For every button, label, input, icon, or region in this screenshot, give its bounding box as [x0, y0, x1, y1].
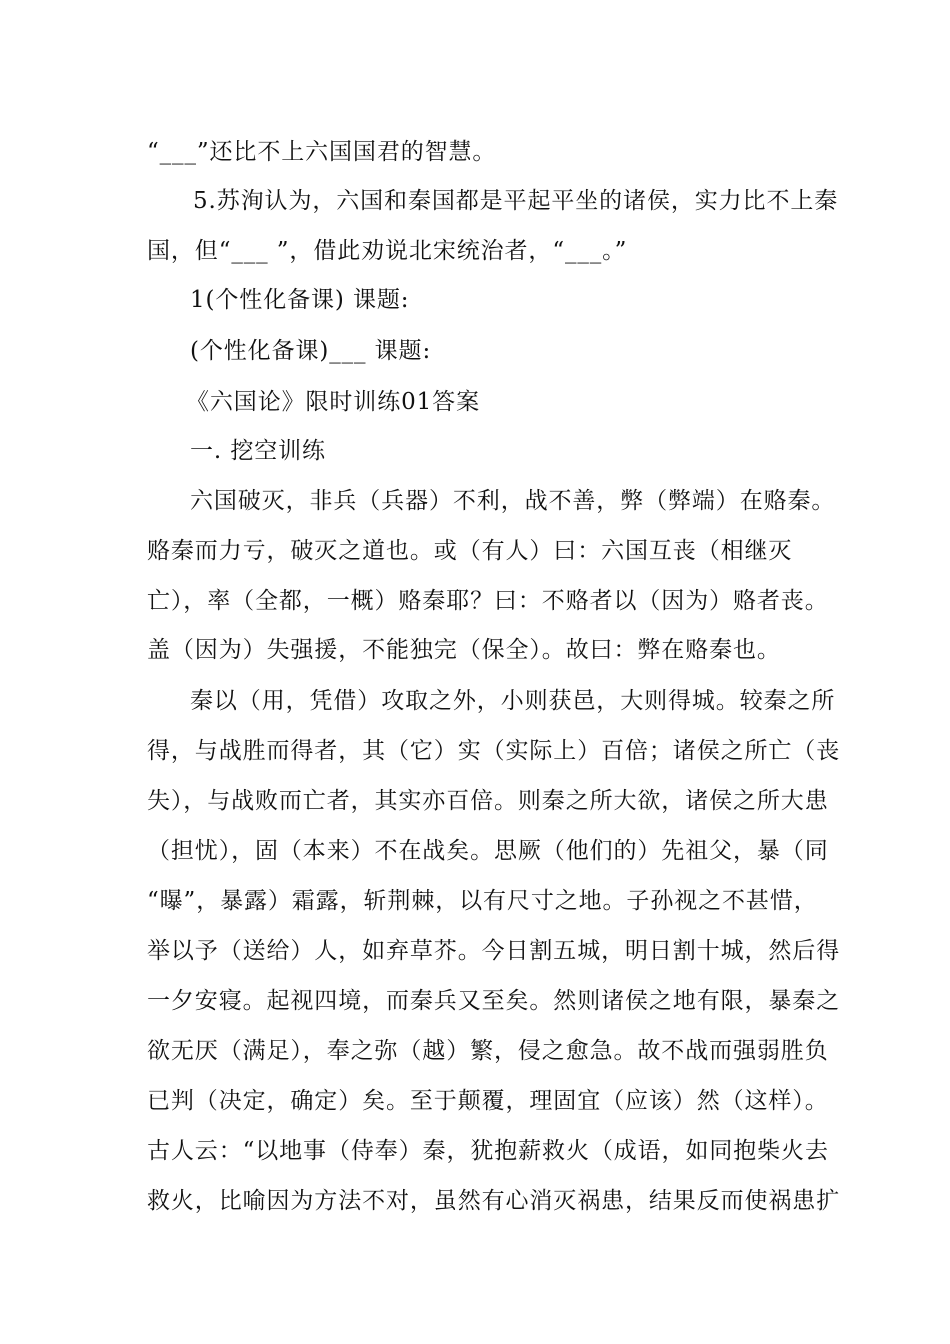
text-line-2: 5.苏洵认为，六国和秦国都是平起平坐的诸侯，实力比不上秦 [193, 188, 839, 214]
text-line-8: 六国破灭，非兵（兵器）不利，战不善，弊（弊端）在赂秦。 [190, 488, 836, 514]
text-line-1: “___”还比不上六国国君的智慧。 [147, 139, 497, 165]
text-line-13: 得，与战胜而得者，其（它）实（实际上）百倍；诸侯之所亡（丧 [147, 738, 841, 764]
text-line-4: 1(个性化备课) 课题: [190, 287, 410, 313]
text-line-11: 盖（因为）失强援，不能独完（保全）。故曰：弊在赂秦也。 [147, 637, 781, 663]
text-line-17: 举以予（送给）人，如弃草芥。今日割五城，明日割十城，然后得 [147, 938, 841, 964]
text-line-10: 亡），率（全都，一概）赂秦耶？曰：不赂者以（因为）赂者丧。 [147, 588, 829, 614]
text-line-7: 一. 挖空训练 [190, 438, 326, 464]
text-line-20: 已判（决定，确定）矣。至于颠覆，理固宜（应该）然（这样）。 [147, 1088, 829, 1114]
text-line-14: 失），与战败而亡者，其实亦百倍。则秦之所大欲，诸侯之所大患 [147, 788, 829, 814]
text-line-5: (个性化备课)___ 课题: [190, 338, 432, 364]
text-line-19: 欲无厌（满足），奉之弥（越）繁，侵之愈急。故不战而强弱胜负 [147, 1038, 829, 1064]
text-line-21: 古人云：“以地事（侍奉）秦，犹抱薪救火（成语，如同抱柴火去 [147, 1138, 829, 1164]
text-line-22: 救火，比喻因为方法不对，虽然有心消灭祸患，结果反而使祸患扩 [147, 1188, 841, 1214]
text-line-3: 国，但“___ ”，借此劝说北宋统治者，“___。” [147, 238, 628, 264]
text-line-15: （担忧），固（本来）不在战矣。思厥（他们的）先祖父，暴（同 [147, 838, 829, 864]
text-line-6: 《六国论》限时训练01答案 [186, 389, 480, 415]
text-line-9: 赂秦而力亏，破灭之道也。或（有人）曰：六国互丧（相继灭 [147, 538, 793, 564]
text-line-18: 一夕安寝。起视四境，而秦兵又至矣。然则诸侯之地有限，暴秦之 [147, 988, 841, 1014]
text-line-12: 秦以（用，凭借）攻取之外，小则获邑，大则得城。较秦之所 [190, 688, 836, 714]
text-line-16: “曝”，暴露）霜露，斩荆棘，以有尺寸之地。子孙视之不甚惜， [147, 888, 818, 914]
